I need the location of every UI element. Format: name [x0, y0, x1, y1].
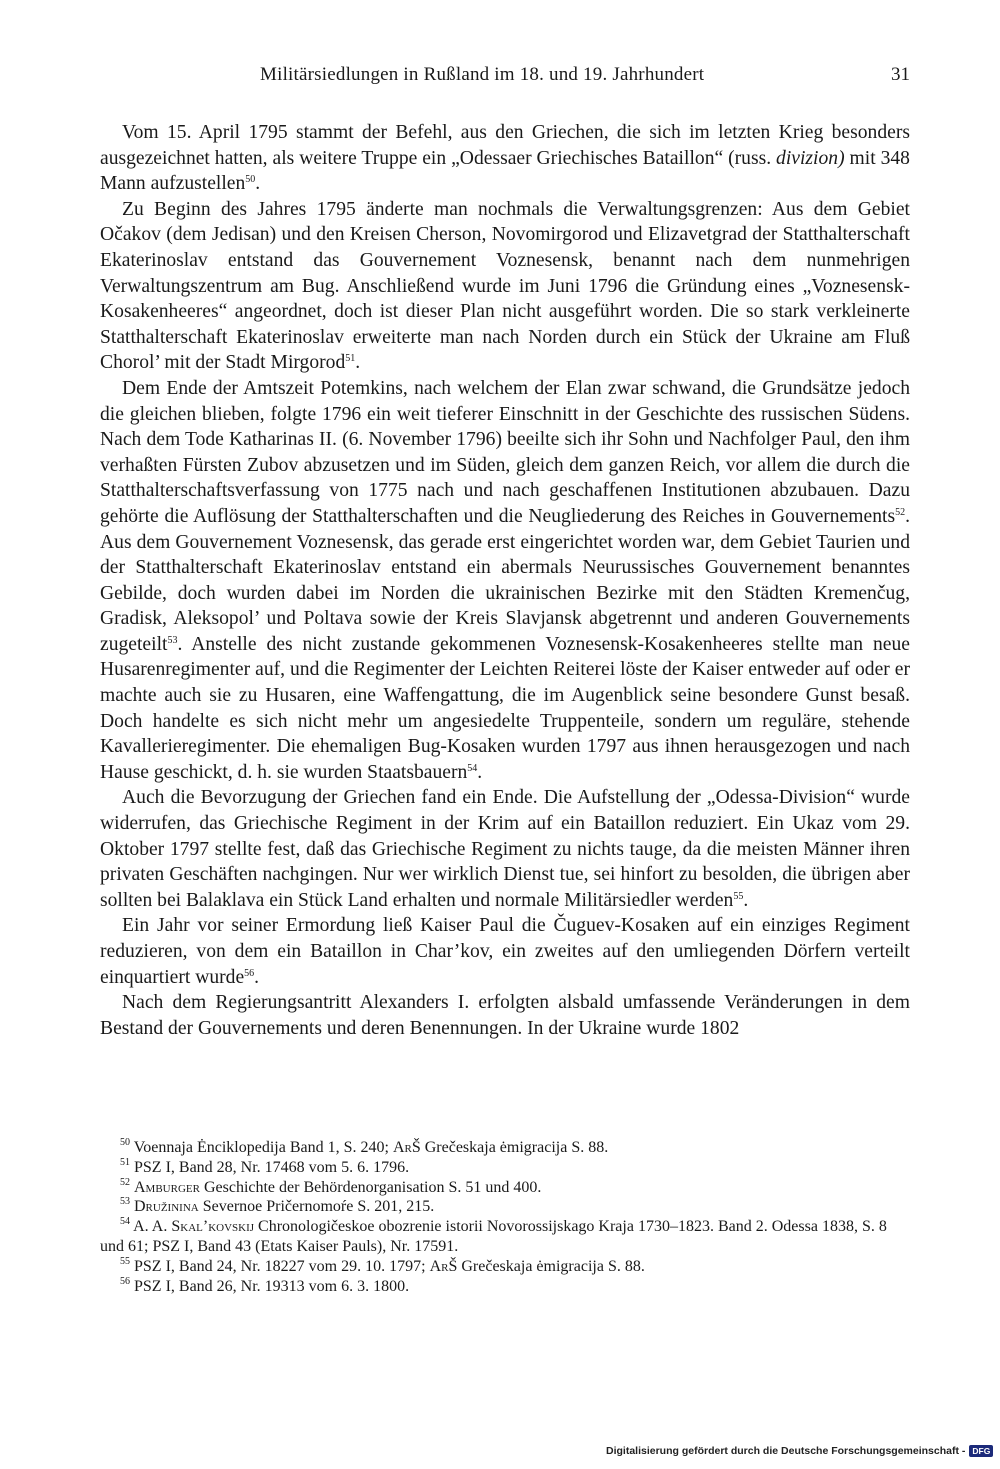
footnotes	[100, 1138, 910, 1296]
page-number: 31	[891, 64, 910, 85]
footnote-54: $^{54}$ A. A. Skal’kovskij Chronologičeskoe obozrenie istorii Novorossijskago Kraja 1730–1823. Band 2. Odessa 1838, S. 8 und 61; PSZ I, Band 43 (Etats Kaiser Pauls), Nr. 17591.	[100, 1216, 887, 1255]
paragraph-1: Vom 15. April 1795 stammt der Befehl, aus den Griechen, die sich im letzten Krieg besonders ausgezeichnet hatten, als weitere Truppe ein „Odessaer Griechisches Bataillon“ (russ. divizion) mit 348 Mann aufzustellen$^{50}$.	[100, 122, 910, 195]
footnote-52: $^{52}$ Amburger Geschichte der Behördenorganisation S. 51 und 400.	[120, 1176, 542, 1196]
footnote-ref: 51	[345, 353, 356, 365]
footnote-ref: 53	[167, 634, 178, 646]
footnote-53: $^{53}$ Družinina Severnoe Pričernomoŕe S. 201, 215.	[120, 1196, 435, 1216]
dfg-logo: DFG	[969, 1445, 993, 1457]
paragraph-6: Nach dem Regierungsantritt Alexanders I. erfolgten alsbald umfassende Veränderungen in dem Bestand der Gouvernements und deren Benennungen. In der Ukraine wurde 1802	[100, 992, 910, 1039]
digitization-credit	[606, 1445, 996, 1463]
footnote-ref: 50	[245, 174, 256, 186]
footnote-ref: 54	[467, 762, 478, 774]
footnote-50: $^{50}$ Voennaja Ėnciklopedija Band 1, S. 240; ArŠ Grečeskaja ėmigracija S. 88.	[120, 1137, 609, 1156]
body-text	[100, 120, 910, 1041]
paragraph-5: Ein Jahr vor seiner Ermordung ließ Kaiser Paul die Čuguev-Kosaken auf ein einziges Regiment reduzieren, von dem ein Bataillon in Char’kov, ein zweites auf den umliegenden Dörfern verteilt einquartiert wurde$^{56}$.	[100, 915, 910, 988]
funding-note: Digitalisierung gefördert durch die Deutsche Forschungsgemeinschaft -	[606, 1445, 966, 1457]
footnote-ref: 52	[895, 506, 906, 518]
paragraph-2: Zu Beginn des Jahres 1795 änderte man nochmals die Verwaltungsgrenzen: Aus dem Gebiet Očakov (dem Jedisan) und den Kreisen Cherson, Novomirgorod und Elizavetgrad der Statthalterschaft Ekaterinoslav entstand das Gouvernement Voznesensk, benannt nach dem nunmehrigen Verwaltungszentrum am Bug. Anschließend wurde im Juni 1796 die Gründung eines „Voznesensk-Kosakenheeres“ angeordnet, doch ist dieser Plan nicht ausgeführt worden. Die so stark verkleinerte Statthalterschaft Ekaterinoslav erweiterte man nach Norden durch ein Stück der Ukraine am Fluß Chorol’ mit der Stadt Mirgorod$^{51}$.	[100, 198, 910, 374]
footnote-ref: 56	[244, 967, 255, 979]
page-header	[100, 64, 910, 94]
footnote-ref: 55	[733, 890, 744, 902]
paragraph-3: Dem Ende der Amtszeit Potemkins, nach welchem der Elan zwar schwand, die Grundsätze jedoch die gleichen blieben, folgte 1796 ein weit tieferer Einschnitt in der Geschichte des russischen Südens. Nach dem Tode Katharinas II. (6. November 1796) beeilte sich ihr Sohn und Nachfolger Paul, den ihm verhaßten Fürsten Zubov abzusetzen und im Süden, gleich dem ganzen Reich, vor allem die durch die Statthalterschaftsverfassung von 1775 nach und nach geschaffenen Institutionen abzubauen. Dazu gehörte die Auflösung der Statthalterschaften und die Neugliederung des Reiches in Gouvernements$^{52}$. Aus dem Gouvernement Voznesensk, das gerade erst eingerichtet worden war, dem Gebiet Taurien und der Statthalterschaft Ekaterinoslav entstand ein abermals Neurussisches Gouvernement benanntes Gebilde, doch wurden dabei im Norden die ukrainischen Bezirke mit den Städten Kremenčug, Gradisk, Aleksopol’ und Poltava sowie der Kreis Slavjansk abgetrennt und anderen Gouvernements zugeteilt$^{53}$. Anstelle des nicht zustande gekommenen Voznesensk-Kosakenheeres stellte man neue Husarenregimenter auf, und die Regimenter der Leichten Reiterei löste der Kaiser entweder auf oder er machte auch sie zu Husaren, eine Waffengattung, die im Augenblick seine besondere Gunst besaß. Doch handelte es sich nicht mehr um angesiedelte Truppenteile, sondern um reguläre, stehende Kavallerieregimenter. Die ehemaligen Bug-Kosaken wurden 1797 aus ihnen herausgezogen und nach Hause geschickt, d. h. sie wurden Staatsbauern$^{54}$.	[100, 377, 910, 783]
footnote-55: $^{55}$ PSZ I, Band 24, Nr. 18227 vom 29. 10. 1797; ArŠ Grečeskaja ėmigracija S. 88.	[120, 1255, 645, 1275]
paragraph-4: Auch die Bevorzugung der Griechen fand ein Ende. Die Aufstellung der „Odessa-Division“ wurde widerrufen, das Griechische Regiment in der Krim auf ein Bataillon reduziert. Ein Ukaz vom 29. Oktober 1797 stellte fest, daß das Griechische Regiment zu nichts tauge, da die meisten Männer ihren privaten Geschäften nachgingen. Nur wer wirklich Dienst tue, sei hinfort zu besolden, die übrigen aber sollten bei Balaklava ein Stück Land erhalten und normale Militärsiedler werden$^{55}$.	[100, 787, 910, 911]
footnote-56: $^{56}$ PSZ I, Band 26, Nr. 19313 vom 6. 3. 1800.	[120, 1275, 410, 1295]
footnote-51: $^{51}$ PSZ I, Band 28, Nr. 17468 vom 5. 6. 1796.	[120, 1156, 410, 1176]
running-head: Militärsiedlungen in Rußland im 18. und 19. Jahrhundert	[260, 64, 705, 85]
